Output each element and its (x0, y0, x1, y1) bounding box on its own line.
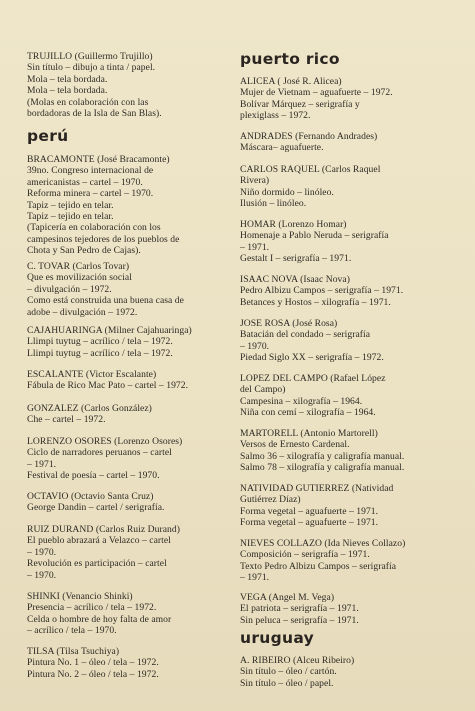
work-line: Que es movilización social (27, 272, 132, 284)
artist-name: RUIZ DURAND (Carlos Ruiz Durand) (27, 524, 180, 535)
artist-name: VEGA (Angel M. Vega) (240, 592, 335, 603)
artist-name: NIEVES COLLAZO (Ida Nieves Collazo) (240, 538, 406, 549)
artist-entry (27, 261, 184, 318)
artist-name: C. TOVAR (Carlos Tovar) (27, 261, 130, 272)
artist-entry (240, 373, 386, 419)
artist-name: BRACAMONTE (José Bracamonte) (27, 154, 170, 165)
artist-name: GONZALEZ (Carlos González) (27, 403, 152, 414)
artist-name: LOPEZ DEL CAMPO (Rafael López (240, 373, 386, 384)
work-line: Niña con cemí – xilografía – 1964. (240, 407, 376, 419)
work-line: Pedro Albizu Campos – serigrafía – 1971. (240, 285, 404, 297)
artist-name: ANDRADES (Fernando Andrades) (240, 131, 378, 142)
artist-name: MARTORELL (Antonio Martorell) (240, 428, 378, 439)
artist-entry (27, 51, 162, 119)
work-line: Como está construida una buena casa de (27, 295, 184, 307)
work-line: Revolución es participación – cartel (27, 558, 167, 570)
artist-entry (240, 318, 384, 364)
artist-name: TILSA (Tilsa Tsuchiya) (27, 646, 120, 657)
work-line: Che – cartel – 1972. (27, 414, 106, 426)
work-line: – 1971. (240, 572, 270, 584)
work-line: Celda o hombre de hoy falta de amor (27, 613, 172, 625)
work-line: Batacián del condado – serigrafía (240, 329, 371, 341)
work-line: – 1970. (27, 569, 57, 581)
work-line: Ilusión – linóleo. (240, 198, 307, 210)
work-line: Forma vegetal – aguafuerte – 1971. (240, 517, 379, 529)
work-line: del Campo) (240, 384, 286, 396)
country-heading-peru: perú (27, 127, 69, 145)
artist-name: OCTAVIO (Octavio Santa Cruz) (27, 491, 154, 502)
work-line: Pintura No. 2 – óleo / tela – 1972. (27, 668, 159, 680)
artist-name: LORENZO OSORES (Lorenzo Osores) (27, 436, 183, 447)
country-heading-uruguay: uruguay (240, 629, 315, 647)
artist-entry (27, 369, 188, 392)
artist-name: CARLOS RAQUEL (Carlos Raquel (240, 164, 381, 175)
artist-entry (27, 436, 182, 482)
work-line: Rivera) (240, 175, 270, 187)
artist-name: A. RIBEIRO (Alceu Ribeiro) (240, 655, 355, 666)
artist-entry (27, 154, 179, 257)
work-line: bordadoras de la Isla de San Blas). (27, 108, 162, 120)
artist-entry (27, 591, 171, 637)
artist-entry (240, 428, 404, 474)
work-line: Texto Pedro Albizu Campos – serigrafía (240, 560, 397, 572)
artist-name: ESCALANTE (Victor Escalante) (27, 369, 157, 380)
work-line: (Tapicería en colaboración con los (27, 222, 161, 234)
country-heading-puerto-rico: puerto rico (240, 50, 340, 68)
artist-entry (27, 524, 180, 581)
work-line: 39no. Congreso internacional de (27, 165, 154, 177)
work-line: – 1971. (240, 241, 270, 253)
work-line: Festival de poesía – cartel – 1970. (27, 470, 160, 482)
work-line: Sin título – dibujo a tinta / papel. (27, 62, 156, 74)
work-line: Llimpi tuytug – acrílico / tela – 1972. (27, 336, 173, 348)
work-line: Presencia – acrílico / tela – 1972. (27, 602, 157, 614)
work-line: Composición – serigrafía – 1971. (240, 549, 370, 561)
work-line: Gutiérrez Díaz) (240, 494, 301, 506)
artist-entry (27, 325, 192, 359)
artist-name: JOSE ROSA (José Rosa) (240, 318, 338, 329)
artist-entry (240, 131, 377, 154)
work-line: Tapiz – tejido en telar. (27, 211, 114, 223)
artist-entry (240, 592, 359, 626)
work-line: Sin título – óleo / cartón. (240, 666, 337, 678)
artist-entry (240, 655, 354, 689)
work-line: Bolívar Márquez – serigrafía y (240, 98, 360, 110)
artist-name: SHINKI (Venancio Shinki) (27, 591, 133, 602)
artist-entry (27, 491, 164, 514)
artist-entry (240, 538, 405, 584)
work-line: campesinos tejedores de los pueblos de (27, 233, 180, 245)
work-line: Piedad Siglo XX – serigrafía – 1972. (240, 352, 384, 364)
artist-name: TRUJILLO (Guillermo Trujillo) (27, 51, 153, 62)
artist-name: ISAAC NOVA (Isaac Nova) (240, 274, 350, 285)
artist-name: CAJAHUARINGA (Milner Cajahuaringa) (27, 325, 192, 336)
work-line: adobe – divulgación – 1972. (27, 306, 138, 318)
artist-entry (27, 403, 152, 426)
artist-entry (240, 76, 393, 122)
work-line: Pintura No. 1 – óleo / tela – 1972. (27, 657, 159, 669)
work-line: Sin peluca – serigrafía – 1971. (240, 614, 359, 626)
work-line: (Molas en colaboración con las (27, 96, 149, 108)
artist-entry (240, 274, 403, 308)
work-line: Reforma minera – cartel – 1970. (27, 188, 154, 200)
work-line: Mola – tela bordada. (27, 73, 108, 85)
work-line: Salmo 78 – xilografía y caligrafía manual. (240, 462, 405, 474)
work-line: George Dandin – cartel / serigrafía. (27, 502, 165, 514)
work-line: Niño dormido – linóleo. (240, 186, 334, 198)
work-line: Salmo 36 – xilografía y caligrafía manual. (240, 450, 405, 462)
work-line: – 1971. (27, 458, 57, 470)
work-line: Tapiz – tejido en telar. (27, 199, 114, 211)
artist-entry (240, 483, 393, 529)
work-line: Fábula de Rico Mac Pato – cartel – 1972. (27, 380, 189, 392)
work-line: Llimpi tuytug – acrílico / tela – 1972. (27, 347, 173, 359)
work-line: – 1970. (27, 546, 57, 558)
work-line: Máscara– aguafuerte. (240, 142, 324, 154)
work-line: americanistas – cartel – 1970. (27, 176, 143, 188)
work-line: Betances y Hostos – xilografía – 1971. (240, 296, 391, 308)
work-line: Gestalt I – serigrafía – 1971. (240, 253, 352, 265)
artist-name: ALICEA ( José R. Alicea) (240, 76, 342, 87)
work-line: Versos de Ernesto Cardenal. (240, 439, 350, 451)
work-line: El pueblo abrazará a Velazco – cartel (27, 535, 171, 547)
work-line: Homenaje a Pablo Neruda – serigrafía (240, 230, 389, 242)
artist-entry (240, 164, 380, 210)
work-line: Forma vegetal – aguafuerte – 1971. (240, 505, 379, 517)
work-line: plexiglass – 1972. (240, 110, 311, 122)
artist-entry (240, 219, 389, 265)
work-line: Mola – tela bordada. (27, 85, 108, 97)
work-line: – divulgación – 1972. (27, 283, 112, 295)
artist-entry (27, 646, 159, 680)
artist-name: NATIVIDAD GUTIERREZ (Natividad (240, 483, 394, 494)
work-line: Campesina – xilografía – 1964. (240, 395, 363, 407)
work-line: El patriota – serigrafía – 1971. (240, 603, 359, 615)
work-line: Sin título – óleo / papel. (240, 677, 334, 689)
work-line: Mujer de Vietnam – aguafuerte – 1972. (240, 87, 393, 99)
work-line: Chota y San Pedro de Cajas). (27, 245, 141, 257)
work-line: Ciclo de narradores peruanos – cartel (27, 447, 172, 459)
artist-name: HOMAR (Lorenzo Homar) (240, 219, 347, 230)
work-line: – acrílico / tela – 1970. (27, 625, 117, 637)
work-line: – 1970. (240, 340, 270, 352)
